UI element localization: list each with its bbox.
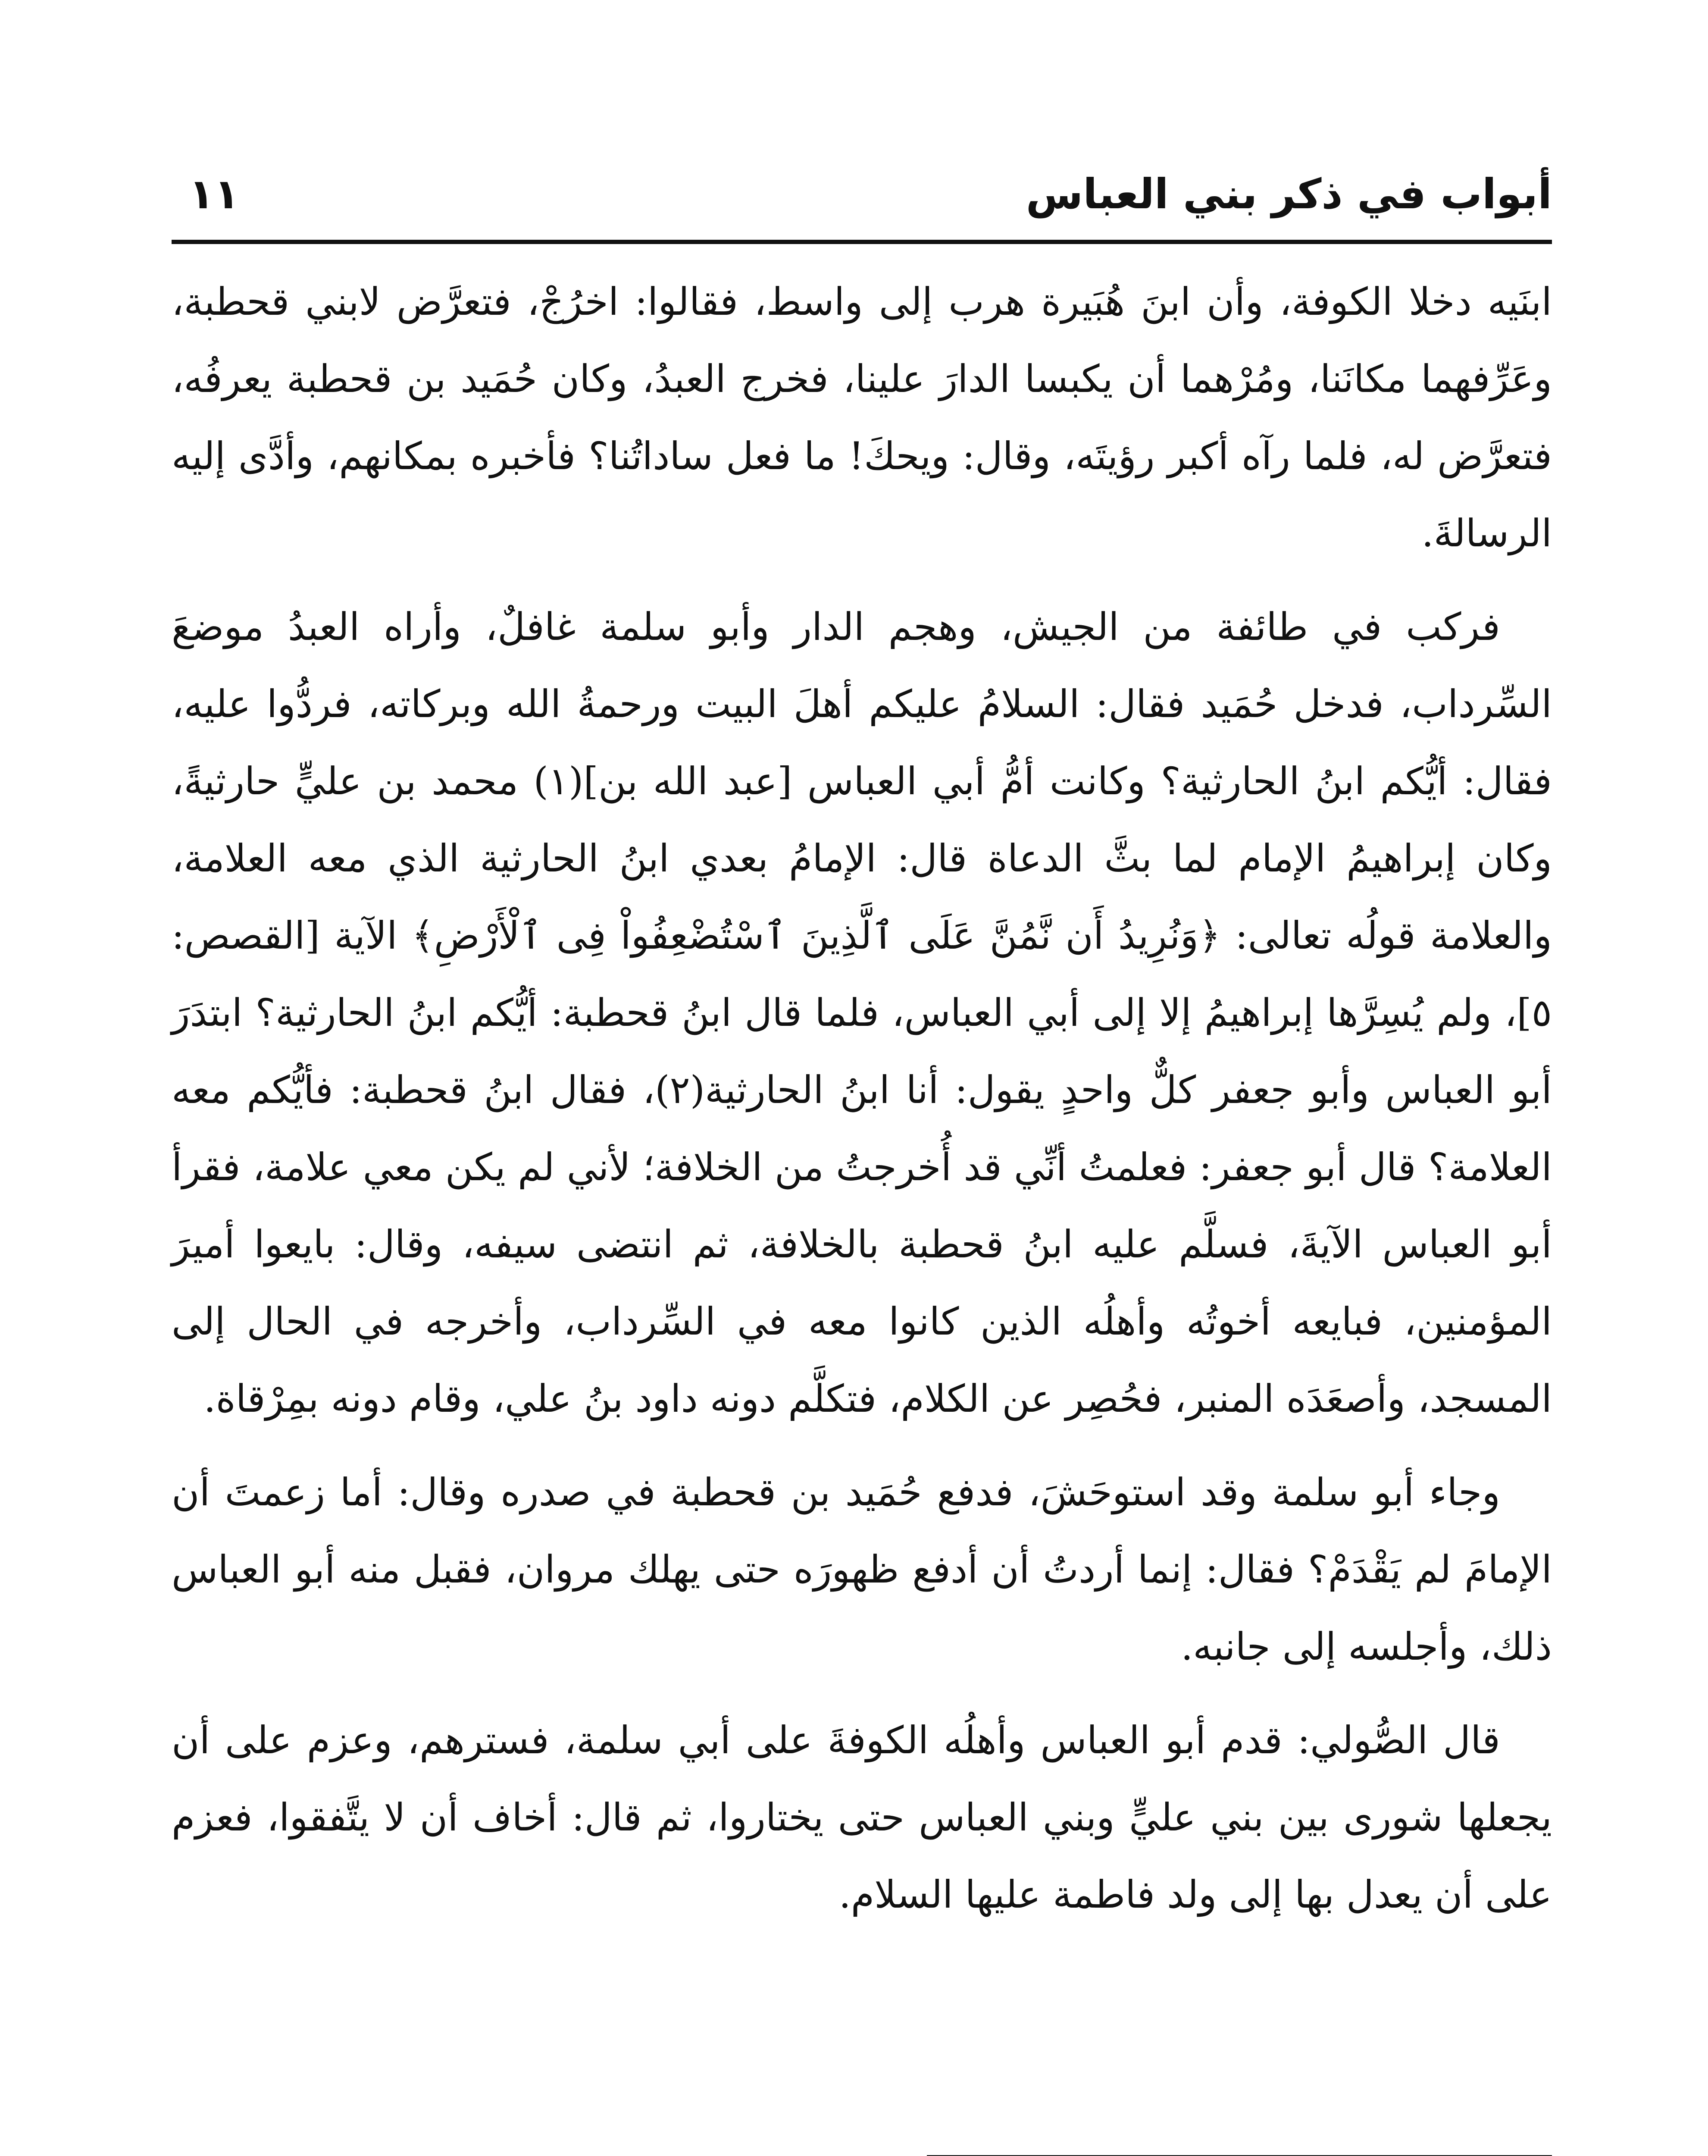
paragraph-3: وجاء أبو سلمة وقد استوحَشَ، فدفع حُمَيد بن قحطبة في صدره وقال: أما زعمتَ أن الإمامَ لم يَقْدَمْ؟ فقال: إنما أردتُ أن أدفع ظهورَه حتى يهلك مروان، فقبل منه أبو العباس ذلك، وأجلسه إلى جانبه. (172, 1470, 1552, 1669)
running-header (172, 168, 1552, 233)
main-text (172, 263, 1552, 1949)
header-divider (172, 240, 1552, 244)
paragraph-2: فركب في طائفة من الجيش، وهجم الدار وأبو سلمة غافلٌ، وأراه العبدُ موضعَ السِّرداب، فدخل حُمَيد فقال: السلامُ عليكم أهلَ البيت ورحمةُ الله وبركاته، فردُّوا عليه، فقال: أيُّكم ابنُ الحارثية؟ وكانت أمُّ أبي العباس [عبد الله بن](١) محمد بن عليٍّ حارثيةً، وكان إبراهيمُ الإمام لما بثَّ الدعاة قال: الإمامُ بعدي ابنُ الحارثية الذي معه العلامة، والعلامة قولُه تعالى: ﴿وَنُرِيدُ أَن نَّمُنَّ عَلَى ٱلَّذِينَ ٱسْتُضْعِفُواْ فِى ٱلْأَرْضِ﴾ الآية [القصص: ٥]، ولم يُسِرَّها إبراهيمُ إلا إلى أبي العباس، فلما قال ابنُ قحطبة: أيُّكم ابنُ الحارثية؟ ابتدَرَ أبو العباس وأبو جعفر كلٌّ واحدٍ يقول: أنا ابنُ الحارثية(٢)، فقال ابنُ قحطبة: فأيُّكم معه العلامة؟ قال أبو جعفر: فعلمتُ أنِّي قد أُخرجتُ من الخلافة؛ لأني لم يكن معي علامة، فقرأ أبو العباس الآيةَ، فسلَّم عليه ابنُ قحطبة بالخلافة، ثم انتضى سيفه، وقال: بايعوا أميرَ المؤمنين، فبايعه أخوتُه وأهلُه الذين كانوا معه في السِّرداب، وأخرجه في الحال إلى المسجد، وأصعَدَه المنبر، فحُصِر عن الكلام، فتكلَّم دونه داود بنُ علي، وقام دونه بمِرْقاة. (172, 605, 1552, 1421)
paragraph-1: ابنَيه دخلا الكوفة، وأن ابنَ هُبَيرة هرب إلى واسط، فقالوا: اخرُجْ، فتعرَّض لابني قحطبة، وعَرِّفهما مكانَنا، ومُرْهما أن يكبسا الدارَ علينا، فخرج العبدُ، وكان حُمَيد بن قحطبة يعرفُه، فتعرَّض له، فلما رآه أكبر رؤيتَه، وقال: ويحكَ! ما فعل ساداتُنا؟ فأخبره بمكانهم، وأدَّى إليه الرسالةَ. (172, 279, 1552, 555)
chapter-title: أبواب في ذكر بني العباس (1026, 170, 1552, 218)
paragraph-4: قال الصُّولي: قدم أبو العباس وأهلُه الكوفةَ على أبي سلمة، فسترهم، وعزم على أن يجعلها شورى بين بني عليٍّ وبني العباس حتى يختاروا، ثم قال: أخاف أن لا يتَّفقوا، فعزم على أن يعدل بها إلى ولد فاطمة عليها السلام. (172, 1718, 1552, 1917)
page-number: ١١ (189, 170, 240, 218)
